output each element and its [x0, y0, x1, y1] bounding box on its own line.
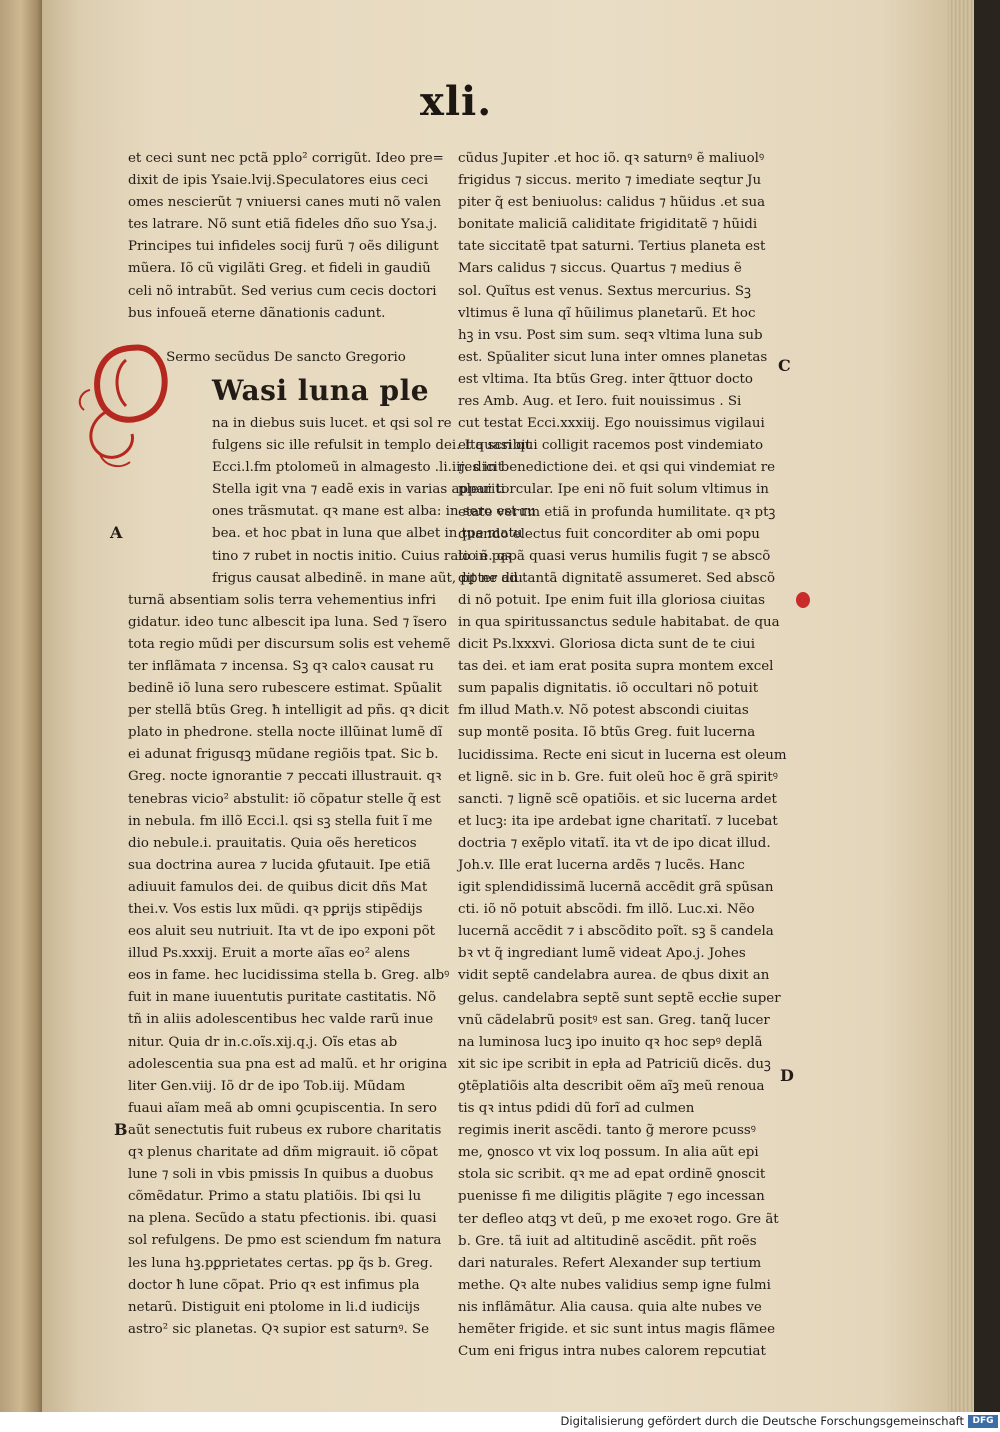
text-line: res in benedictione dei. et qsi qui vindemiat re	[458, 460, 776, 476]
text-line: stola sic scribit. qꝛ me ad epat ordinẽ ꝯnoscit	[458, 1167, 766, 1183]
text-line: sol refulgens. De pmo est sciendum fm natura	[128, 1233, 442, 1249]
text-line: gidatur. ideo tunc albescit ipa luna. Sed ⁊ ĩsero	[128, 614, 447, 630]
text-line: sup montẽ posita. Iõ btũs Greg. fuit lucerna	[458, 725, 756, 741]
text-line: cti. iõ nõ potuit abscõdi. fm illõ. Luc.xi. Nẽo	[458, 902, 755, 918]
text-line: aũt senectutis fuit rubeus ex rubore charitatis	[128, 1122, 442, 1138]
text-line: puenisse fi me diligitis plãgite ⁊ ego incessan	[458, 1189, 765, 1205]
text-line: per stellã btũs Greg. ħ intelligit ad pñs. qꝛ dicit	[128, 703, 449, 719]
text-line: bedinẽ iõ luna sero rubescere estimat. Spũalit	[128, 681, 442, 697]
text-line: sua doctrina aurea ⁊ lucida ꝯfutauit. Ipe etiã	[128, 857, 431, 873]
text-line: frigidus ⁊ siccus. merito ⁊ imediate seqtur Ju	[458, 173, 762, 189]
text-line: methe. Qꝛ alte nubes validius semp igne fulmi	[458, 1277, 771, 1293]
text-line: gelus. candelabra septẽ sunt septẽ eccłie super	[458, 990, 781, 1006]
text-line: in qua spiritussanctus sedule habitabat. de qua	[458, 614, 780, 630]
facing-page-edge	[0, 0, 46, 1412]
text-line: illud Ps.xxxij. Eruit a morte aĩas eo² alens	[128, 946, 411, 962]
text-line: tate siccitatẽ tpat saturni. Tertius planeta est	[458, 239, 766, 255]
text-line: hemẽter frigide. et sic sunt intus magis flãmee	[458, 1321, 776, 1337]
text-line: Principes tui infideles socij furũ ⁊ oẽs diligunt	[128, 239, 439, 255]
text-line: sum papalis dignitatis. iõ occultari nõ potuit	[458, 681, 759, 697]
text-line: fulgens sic ille refulsit in templo dei. Ita scribit	[212, 438, 531, 454]
text-line: piter q̃ est beniuolus: calidus ⁊ hũidus .et sua	[458, 195, 766, 211]
text-line: cũdus Jupiter .et hoc iõ. qꝛ saturnꝰ ẽ maliuolꝰ	[458, 151, 765, 166]
right-column	[458, 148, 788, 1363]
text-line: dit ne ad tantã dignitatẽ assumeret. Sed abscõ	[458, 570, 776, 586]
text-line: nis inflãmãtur. Alia causa. quia alte nubes ve	[458, 1299, 762, 1315]
text-line: Greg. nocte ignorantie ⁊ peccati illustrauit. qꝛ	[128, 769, 442, 785]
text-line: liter Gen.viij. Iõ dr de ipo Tob.iij. Mũdam	[128, 1078, 406, 1094]
text-line: na luminosa lucꝫ ipo inuito qꝛ hoc sepꝰ deplã	[458, 1034, 763, 1050]
margin-letter-a: A	[110, 523, 123, 542]
sermon-heading: Sermo secũdus De sancto Gregorio	[166, 349, 406, 365]
text-line: tes latrare. Nõ sunt etiã fideles dño suo Ysa.j.	[128, 217, 438, 233]
text-line: mũera. Iõ cũ vigilãti Greg. et fideli in gaudiũ	[128, 261, 431, 277]
dfg-logo: DFG	[968, 1415, 998, 1428]
text-line: et quasi qui colligit racemos post vindemiato	[458, 438, 764, 454]
text-line: tino ⁊ rubet in noctis initio. Cuius ratio ẽ. qꝛ	[212, 548, 512, 564]
text-line: di nõ potuit. Ipe enim fuit illa gloriosa ciuitas	[458, 592, 765, 608]
text-line: pleui torcular. Ipe eni nõ fuit solum vltimus in	[458, 482, 769, 498]
text-line: et ceci sunt nec pctã pplo² corrigũt. Ideo pre=	[128, 151, 444, 166]
text-line: lune ⁊ soli in vbis pmissis In quibus a duobus	[128, 1167, 434, 1183]
text-line: ter defleo atqꝫ vt deũ, p me exoꝛet rogo. Gre ãt	[458, 1211, 779, 1227]
text-line: thei.v. Vos estis lux mũdi. qꝛ pꝑrijs stipẽdijs	[128, 902, 423, 917]
text-line: Cum eni frigus intra nubes calorem repcutiat	[458, 1344, 766, 1360]
text-line: fuaui aĩam meã ab omni ꝯcupiscentia. In sero	[128, 1100, 437, 1116]
text-line: in nebula. fm illõ Ecci.l. qsi sꝫ stella fuit ĩ me	[128, 813, 433, 829]
text-line: omes nescierũt ⁊ vniuersi canes muti nõ valen	[128, 195, 442, 211]
text-line: eos in fame. hec lucidissima stella b. Greg. albꝰ	[128, 968, 450, 984]
text-line: frigus causat albedinẽ. in mane aũt, pꝑter diu	[212, 570, 523, 586]
margin-letter-b: B	[114, 1120, 128, 1139]
text-line: Ecci.l.fm ptolomeũ in almagesto .li.iij. dicit	[212, 460, 504, 476]
spacer	[128, 325, 444, 347]
text-line: tota regio mũdi per discursum solis est vehemẽ	[128, 636, 451, 652]
text-line: qꝛ plenus charitate ad dñm migrauit. iõ cõpat	[128, 1145, 438, 1161]
footer-bar	[0, 1412, 1000, 1432]
text-line: plato in phedrone. stella nocte illũinat lumẽ dĩ	[128, 725, 443, 741]
text-line: quando electus fuit concorditer ab omi popu	[458, 526, 760, 542]
incipit-line: Wasi luna ple	[212, 373, 430, 407]
text-line: ꝯtẽplatiõis alta describit oẽm aĩꝫ meũ renoua	[458, 1078, 765, 1094]
text-line: cõmẽdatur. Primo a statu platiõis. Ibi qsi lu	[128, 1189, 422, 1205]
text-line: Mars calidus ⁊ siccus. Quartus ⁊ medius ẽ	[458, 261, 742, 277]
text-line: b. Gre. tã iuit ad altitudinẽ ascẽdit. pñt roẽs	[458, 1233, 757, 1249]
text-line: est. Spũaliter sicut luna inter omnes planetas	[458, 349, 768, 365]
text-line: tenebras vicio² abstulit: iõ cõpatur stelle q̃ est	[128, 791, 441, 807]
text-line: tas dei. et iam erat posita supra montem excel	[458, 659, 774, 675]
text-line: regimis inerit ascẽdi. tanto g̃ merore pcussꝰ	[458, 1123, 756, 1139]
text-line: netarũ. Distiguit eni ptolome in li.d iudicijs	[128, 1299, 420, 1315]
text-line: na plena. Secũdo a statu pfectionis. ibi. quasi	[128, 1211, 437, 1227]
text-line: ter inflãmata ⁊ incensa. Sꝫ qꝛ caloꝛ causat ru	[128, 658, 434, 674]
text-line: res Amb. Aug. et Iero. fuit nouissimus . Si	[458, 394, 742, 410]
text-line: me, ꝯnosco vt vix loq possum. In alia aũt epi	[458, 1145, 759, 1161]
text-line: doctor ħ lune cõpat. Prio qꝛ est infimus pla	[128, 1277, 420, 1293]
text-line: fuit in mane iuuentutis puritate castitatis. Nõ	[128, 990, 437, 1006]
text-line: turnã absentiam solis terra vehementius infri	[128, 592, 437, 608]
text-line: et lucꝫ: ita ipe ardebat igne charitatĩ. ⁊ lucebat	[458, 813, 778, 829]
text-line: fm illud Math.v. Nõ potest abscondi ciuitas	[458, 703, 749, 719]
text-line: astro² sic planetas. Qꝛ supior est saturnꝰ. Se	[128, 1321, 430, 1337]
text-line: bonitate maliciã caliditate frigiditatẽ ⁊ hũidi	[458, 217, 758, 233]
text-line: cut testat Ecci.xxxiij. Ego nouissimus vigilaui	[458, 416, 765, 432]
text-line: tis qꝛ intus pdidi dũ forĩ ad culmen	[458, 1101, 695, 1117]
text-line: adolescentia sua pna est ad malũ. et hr origina	[128, 1056, 448, 1072]
text-line: les luna hꝫ.pꝑprietates certas. pꝑ q̃s b. Greg.	[128, 1255, 433, 1271]
text-line: etate verum etiã in profunda humilitate. qꝛ ptꝫ	[458, 504, 776, 520]
text-line: est vltima. Ita btũs Greg. inter q̃ttuor docto	[458, 371, 753, 387]
text-line: Stella igit vna ⁊ eadẽ exis in varias appariti	[212, 482, 505, 498]
text-line: vidit septẽ candelabra aurea. de qbus dixit an	[458, 968, 770, 984]
page-fore-edge	[948, 0, 974, 1412]
margin-letter-c: C	[778, 356, 791, 375]
text-line: lo in papã quasi verus humilis fugit ⁊ se abscõ	[458, 548, 771, 564]
footer-credit: Digitalisierung gefördert durch die Deutsche Forschungsgemeinschaft	[560, 1414, 964, 1428]
text-line: bus infoueã eterne dãnationis cadunt.	[128, 305, 386, 321]
text-line: dari naturales. Refert Alexander sup tertium	[458, 1255, 762, 1271]
folio-number: xli.	[420, 78, 493, 125]
text-line: bea. et hoc pbat in luna que albet in tpe matu	[212, 526, 523, 542]
text-line: dio nebule.i. prauitatis. Quia oẽs hereticos	[128, 835, 417, 851]
text-line: Joh.v. Ille erat lucerna ardẽs ⁊ lucẽs. Hanc	[458, 858, 745, 873]
text-line: sol. Quĩtus est venus. Sextus mercurius. Sꝫ	[458, 283, 751, 299]
text-line: hꝫ in vsu. Post sim sum. seqꝛ vltima luna sub	[458, 327, 763, 343]
text-line: igit splendidissimã lucernã accẽdit grã spũsan	[458, 880, 774, 896]
text-line: sancti. ⁊ lignẽ scẽ opatiõis. et sic lucerna ardet	[458, 791, 777, 807]
text-line: lucernã accẽdit ⁊ i abscõdito poĩt. sꝫ s̃ candela	[458, 924, 774, 940]
text-line: xit sic ipe scribit in epła ad Patriciũ dicẽs. duꝫ	[458, 1056, 771, 1072]
text-line: lucidissima. Recte eni sicut in lucerna est oleum	[458, 747, 787, 763]
text-line: et lignẽ. sic in b. Gre. fuit oleũ hoc ẽ grã spiritꝰ	[458, 769, 778, 785]
left-column	[128, 148, 536, 1341]
text-line: ei adunat frigusqꝫ mũdane regiõis tpat. Sic b.	[128, 747, 439, 763]
red-ink-spot	[796, 592, 810, 608]
margin-letter-d: D	[780, 1066, 794, 1085]
text-line: doctria ⁊ exẽplo vitatĩ. ita vt de ipo dicat illud.	[458, 835, 771, 851]
text-line: nitur. Quia dr in.c.oĩs.xij.q.j. Oĩs etas ab	[128, 1034, 398, 1050]
text-line: dicit Ps.lxxxvi. Gloriosa dicta sunt de te ciui	[458, 637, 755, 653]
text-line: celi nõ intrabũt. Sed verius cum cecis doctori	[128, 283, 437, 299]
text-line: dixit de ipis Ysaie.lvij.Speculatores eius ceci	[128, 173, 429, 189]
text-line: adiuuit famulos dei. de quibus dicit dñs Mat	[128, 879, 428, 895]
text-line: eos aluit seu nutriuit. Ita vt de ipo exponi põt	[128, 924, 436, 940]
text-line: bꝛ vt q̃ ingrediant lumẽ videat Apo.j. Johes	[458, 946, 746, 962]
text-line: vnũ cãdelabrũ positꝰ est san. Greg. tanq̃ lucer	[458, 1012, 770, 1028]
text-line: tñ in aliis adolescentibus hec valde rarũ inue	[128, 1012, 434, 1028]
text-line: ones trãsmutat. qꝛ mane est alba: in sero est ru	[212, 504, 536, 520]
text-line: vltimus ẽ luna qĩ hũilimus planetarũ. Et hoc	[458, 305, 756, 321]
text-line: na in diebus suis lucet. et qsi sol re	[212, 415, 452, 431]
